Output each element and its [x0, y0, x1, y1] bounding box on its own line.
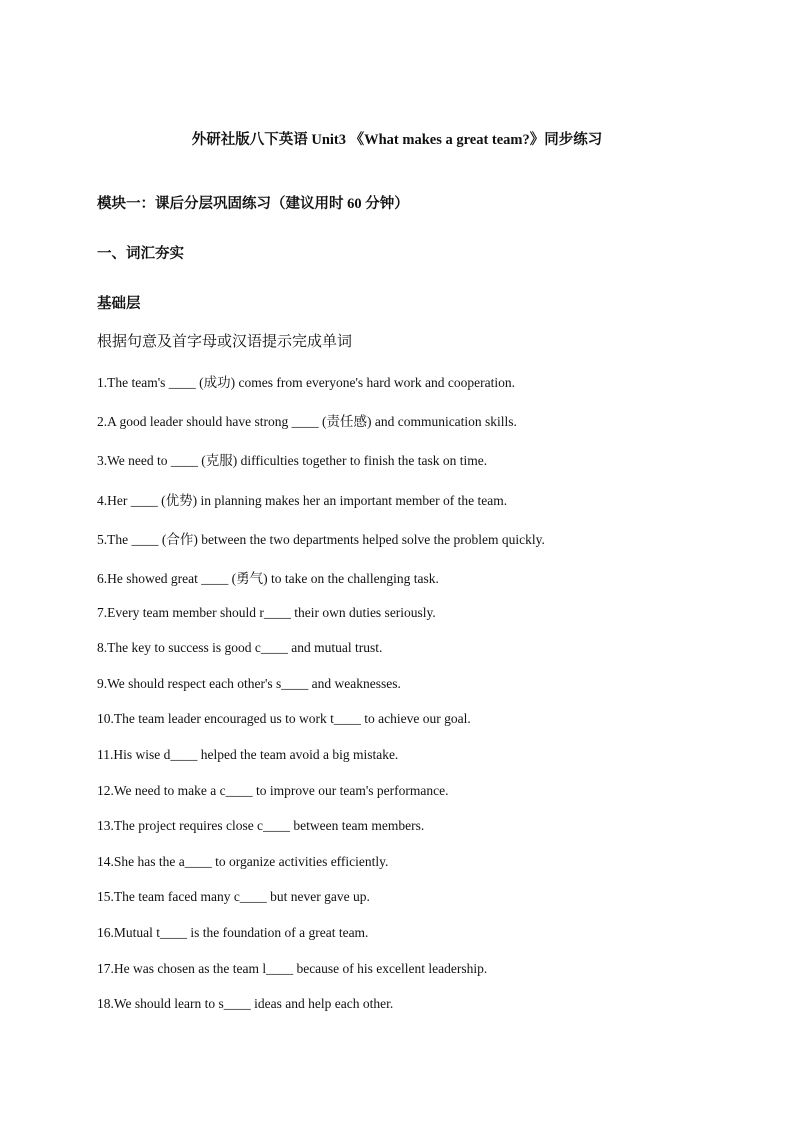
level-heading: 基础层: [97, 296, 141, 312]
question-item: 16.Mutual t____ is the foundation of a great team.: [97, 925, 369, 940]
question-item: 7.Every team member should r____ their own duties seriously.: [97, 605, 436, 620]
question-item: 2.A good leader should have strong ____ (责任感) and communication skills.: [97, 414, 517, 429]
question-item: 17.He was chosen as the team l____ because of his excellent leadership.: [97, 961, 488, 976]
question-item: 10.The team leader encouraged us to work t____ to achieve our goal.: [97, 711, 471, 726]
question-item: 5.The ____ (合作) between the two departments helped solve the problem quickly.: [97, 532, 545, 547]
question-item: 15.The team faced many c____ but never gave up.: [97, 889, 370, 904]
question-item: 14.She has the a____ to organize activities efficiently.: [97, 854, 389, 869]
question-item: 1.The team's ____ (成功) comes from everyone's hard work and cooperation.: [97, 375, 515, 390]
question-item: 11.His wise d____ helped the team avoid a big mistake.: [97, 747, 399, 762]
question-item: 18.We should learn to s____ ideas and help each other.: [97, 996, 394, 1011]
question-item: 9.We should respect each other's s____ and weaknesses.: [97, 676, 401, 691]
question-item: 13.The project requires close c____ between team members.: [97, 818, 425, 833]
question-item: 12.We need to make a c____ to improve our team's performance.: [97, 783, 449, 798]
instruction-text: 根据句意及首字母或汉语提示完成单词: [97, 334, 353, 350]
question-item: 6.He showed great ____ (勇气) to take on the challenging task.: [97, 571, 439, 586]
question-item: 8.The key to success is good c____ and mutual trust.: [97, 640, 383, 655]
question-item: 3.We need to ____ (克服) difficulties together to finish the task on time.: [97, 453, 488, 468]
section-heading: 一、词汇夯实: [97, 246, 184, 262]
document-title: 外研社版八下英语 Unit3 《What makes a great team?》同步练习: [191, 132, 603, 148]
question-item: 4.Her ____ (优势) in planning makes her an important member of the team.: [97, 493, 508, 508]
module-heading: 模块一：课后分层巩固练习（建议用时 60 分钟）: [97, 196, 409, 212]
